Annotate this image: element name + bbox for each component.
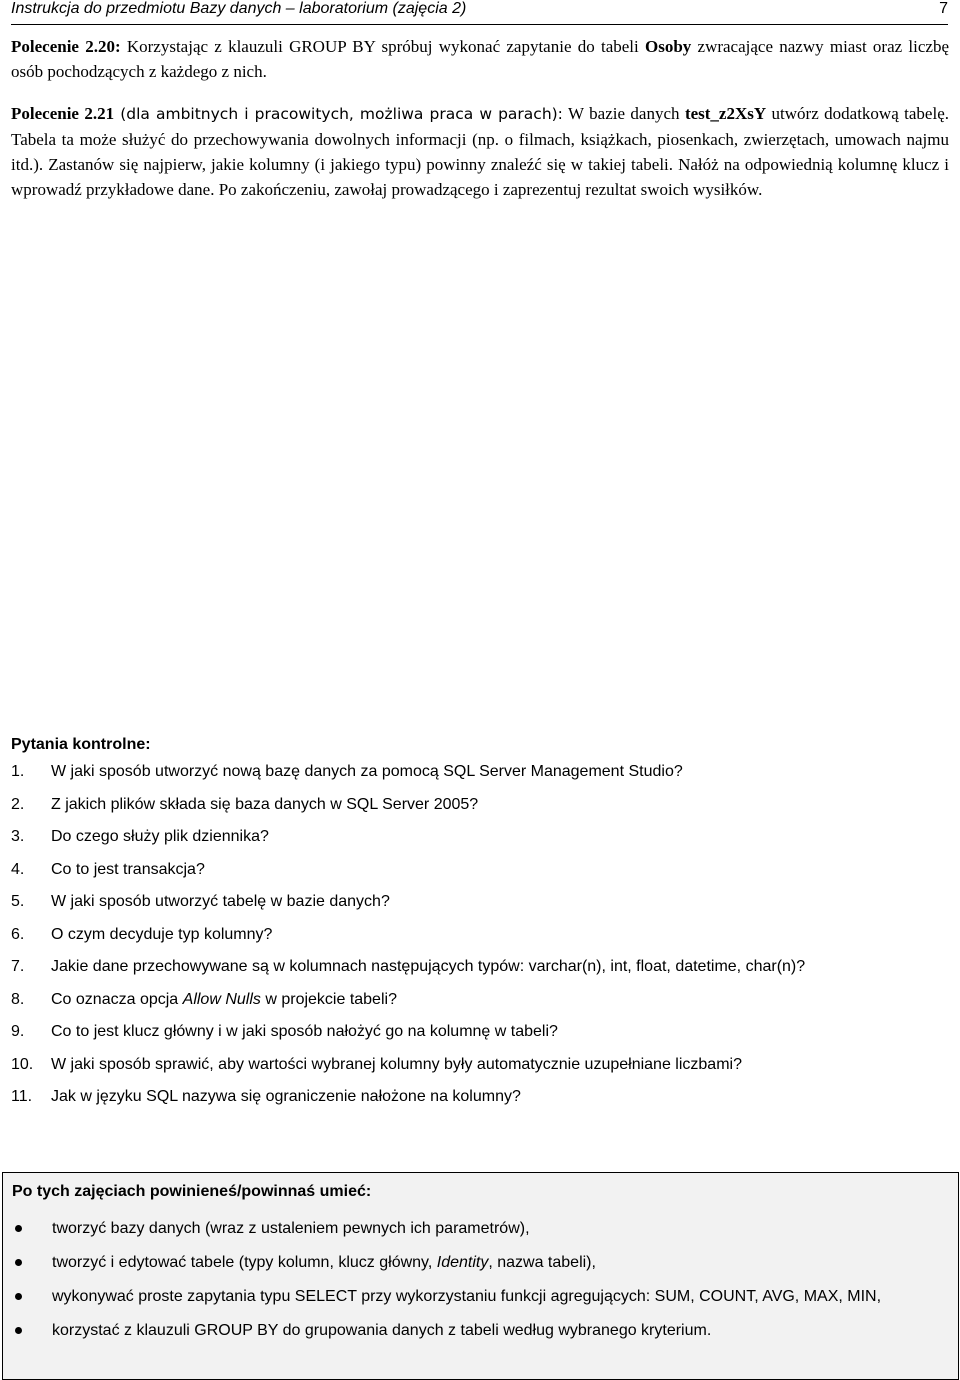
question-number: 1. — [11, 763, 25, 780]
skill-text: korzystać z klauzuli GROUP BY do grupowania danych z tabeli według wybranego kryterium. — [52, 1322, 712, 1339]
skill-item — [12, 1315, 952, 1346]
question-item — [11, 958, 805, 991]
task-2-20-text-2: zwracające nazwy miast oraz liczbę osób pochodzących z każdego z nich. — [11, 37, 949, 81]
question-number: 6. — [11, 925, 25, 943]
question-item — [11, 796, 805, 829]
skill-text-part: tworzyć i edytować tabele (typy kolumn, klucz główny, — [52, 1254, 437, 1271]
question-text: Do czego służy plik dziennika? — [51, 828, 269, 845]
question-text-part: w projekcie tabeli? — [260, 990, 397, 1008]
skill-text: tworzyć bazy danych (wraz z ustaleniem pewnych ich parametrów), — [52, 1220, 530, 1237]
question-item — [11, 991, 805, 1024]
question-number: 5. — [11, 893, 25, 910]
question-number: 10. — [11, 1055, 34, 1073]
question-number: 7. — [11, 958, 25, 975]
question-number: 8. — [11, 990, 25, 1008]
question-item — [11, 1023, 805, 1056]
question-text: Co to jest klucz główny i w jaki sposób nałożyć go na kolumnę w tabeli? — [51, 1023, 558, 1040]
bullet-icon — [15, 1293, 22, 1300]
question-text: Jak w języku SQL nazywa się ograniczenie nałożone na kolumny? — [51, 1088, 521, 1105]
table-name-osoby: Osoby — [644, 37, 692, 56]
question-item — [11, 926, 805, 959]
question-text: W jaki sposób utworzyć nową bazę danych za pomocą SQL Server Management Studio? — [51, 763, 683, 780]
identity-term: Identity — [436, 1254, 489, 1271]
task-2-21-label: Polecenie 2.21 — [11, 104, 115, 123]
question-number: 2. — [11, 795, 25, 813]
question-item — [11, 861, 805, 894]
bullet-icon — [15, 1225, 22, 1232]
skills-box — [2, 1172, 959, 1380]
question-text: Jakie dane przechowywane są w kolumnach następujących typów: varchar(n), int, float, datetime, char(n)? — [51, 958, 806, 975]
task-2-21-text-1: W bazie danych — [562, 104, 685, 123]
bullet-icon — [15, 1259, 22, 1266]
skills-list — [12, 1213, 952, 1349]
task-2-20-label: Polecenie 2.20: — [11, 37, 121, 56]
task-2-20 — [11, 34, 949, 84]
database-name: test_z2XsY — [684, 104, 767, 123]
question-item — [11, 763, 805, 796]
skill-item — [12, 1247, 952, 1278]
question-item — [11, 1088, 805, 1121]
question-text: W jaki sposób utworzyć tabelę w bazie danych? — [51, 893, 390, 910]
questions-list — [11, 763, 805, 1121]
skill-item — [12, 1281, 952, 1312]
skill-item — [12, 1213, 952, 1244]
question-text — [51, 991, 397, 1009]
question-number: 3. — [11, 828, 25, 845]
task-2-21-text-2: utwórz dodatkową tabelę. Tabela ta może służyć do przechowywania dowolnych informacji (np. o filmach, książkach, piosenkach, zwierzętach, umowach najmu itd.). Zastanów się najpierw, jakie kolumny (i jakiego typu) powinny znaleźć się w takiej tabeli. Nałóż na odpowiednią kolumnę klucz i wprowadź przykładowe dane. Po zakończeniu, zawołaj prowadzącego i zaprezentuj rezultat swoich wysiłków. — [11, 104, 949, 199]
task-2-20-text-1: Korzystając z klauzuli GROUP BY spróbuj wykonać zapytanie do tabeli — [120, 37, 645, 56]
question-number: 11. — [11, 1088, 33, 1105]
page-number: 7 — [939, 0, 948, 17]
header-title: Instrukcja do przedmiotu Bazy danych – laboratorium (zajęcia 2) — [11, 0, 467, 17]
question-text: Z jakich plików składa się baza danych w SQL Server 2005? — [51, 795, 479, 813]
page-header — [11, 0, 948, 25]
skills-title: Po tych zajęciach powinieneś/powinnaś umieć: — [12, 1183, 372, 1200]
allow-nulls-term: Allow Nulls — [182, 990, 261, 1008]
question-text: O czym decyduje typ kolumny? — [51, 925, 273, 943]
question-text: Co to jest transakcja? — [51, 860, 205, 878]
skill-text-part: , nazwa tabeli), — [488, 1254, 596, 1271]
question-number: 9. — [11, 1023, 25, 1040]
question-text: W jaki sposób sprawić, aby wartości wybranej kolumny były automatycznie uzupełniane liczbami? — [51, 1055, 742, 1073]
question-number: 4. — [11, 860, 25, 878]
task-2-21 — [11, 101, 949, 202]
task-2-21-note: (dla ambitnych i pracowitych, możliwa praca w parach): — [114, 105, 563, 123]
question-text-part: Co oznacza opcja — [51, 990, 183, 1008]
question-item — [11, 1056, 805, 1089]
bullet-icon — [15, 1327, 22, 1334]
question-item — [11, 828, 805, 861]
questions-title: Pytania kontrolne: — [11, 736, 151, 753]
skill-text: wykonywać proste zapytania typu SELECT przy wykorzystaniu funkcji agregujących: SUM, COUNT, AVG, MAX, MIN, — [52, 1288, 882, 1305]
question-item — [11, 893, 805, 926]
